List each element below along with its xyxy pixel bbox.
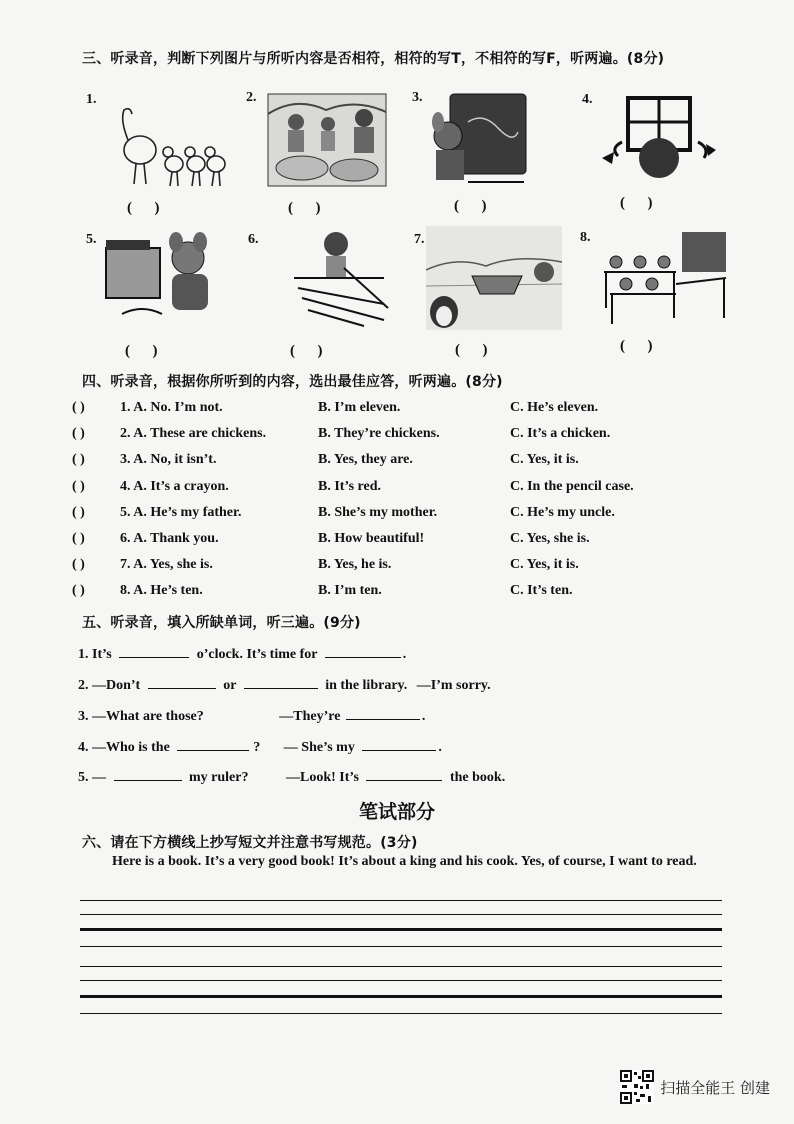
option-a: 6. A. Thank you. bbox=[120, 531, 219, 546]
option-a: 2. A. These are chickens. bbox=[120, 426, 267, 441]
choice-question bbox=[72, 583, 752, 605]
writing-line[interactable] bbox=[80, 914, 722, 915]
answer-paren[interactable]: ( ) bbox=[72, 479, 85, 494]
fill-text: in the library. bbox=[325, 678, 408, 693]
writing-line[interactable] bbox=[80, 966, 722, 967]
fill-text: o’clock. It’s time for bbox=[196, 647, 318, 662]
writing-line[interactable] bbox=[80, 995, 722, 998]
answer-paren[interactable]: ( ) bbox=[620, 195, 653, 211]
answer-paren[interactable]: ( ) bbox=[72, 557, 85, 572]
section5-title: 五、听录音，填入所缺单词，听三遍。(9分) bbox=[82, 615, 361, 631]
option-b: B. I’m eleven. bbox=[318, 400, 401, 415]
fill-question bbox=[78, 643, 406, 663]
option-b: B. Yes, he is. bbox=[318, 557, 392, 572]
answer-paren[interactable]: ( ) bbox=[72, 531, 85, 546]
option-a: 5. A. He’s my father. bbox=[120, 505, 242, 520]
blank-input[interactable] bbox=[366, 766, 442, 781]
blank-input[interactable] bbox=[346, 705, 420, 720]
answer-paren[interactable]: ( ) bbox=[288, 200, 321, 216]
answer-paren[interactable]: ( ) bbox=[455, 342, 488, 358]
mouse-box-icon bbox=[102, 228, 220, 322]
fill-text: . bbox=[438, 740, 442, 755]
option-c: C. Yes, she is. bbox=[510, 531, 590, 546]
answer-paren[interactable]: ( ) bbox=[620, 338, 653, 354]
pic-number: 4. bbox=[582, 92, 593, 107]
boy-stairs-icon bbox=[284, 228, 394, 328]
fill-question bbox=[78, 705, 425, 725]
pic-number: 6. bbox=[248, 232, 259, 247]
pic-number: 2. bbox=[246, 90, 257, 105]
option-c: C. Yes, it is. bbox=[510, 557, 579, 572]
copy-passage: Here is a book. It’s a very good book! It’s about a king and his cook. Yes, of course, I want to read. bbox=[112, 854, 697, 869]
blank-input[interactable] bbox=[244, 674, 318, 689]
pic-number: 1. bbox=[86, 92, 97, 107]
fill-question bbox=[78, 736, 442, 756]
fill-text: 4. —Who is the bbox=[78, 740, 170, 755]
fill-question bbox=[78, 674, 491, 694]
fill-text: —Look! It’s bbox=[285, 770, 359, 785]
option-c: C. It’s a chicken. bbox=[510, 426, 611, 441]
answer-paren[interactable]: ( ) bbox=[454, 198, 487, 214]
geese-icon bbox=[110, 100, 230, 192]
fill-text: the book. bbox=[449, 770, 506, 785]
option-b: B. She’s my mother. bbox=[318, 505, 438, 520]
section4-title: 四、听录音，根据你所听到的内容，选出最佳应答，听两遍。(8分) bbox=[82, 374, 503, 390]
fill-text: 1. It’s bbox=[78, 647, 112, 662]
option-c: C. In the pencil case. bbox=[510, 479, 634, 494]
fill-text: . bbox=[402, 647, 407, 662]
fill-text: my ruler? bbox=[189, 770, 249, 785]
option-a: 4. A. It’s a crayon. bbox=[120, 479, 229, 494]
answer-paren[interactable]: ( ) bbox=[290, 343, 323, 359]
option-c: C. It’s ten. bbox=[510, 583, 573, 598]
fill-text: 2. —Don’t bbox=[78, 678, 141, 693]
fill-question bbox=[78, 766, 505, 786]
qr-code-icon bbox=[620, 1070, 654, 1104]
fill-text: . bbox=[421, 709, 426, 724]
blank-input[interactable] bbox=[177, 736, 249, 751]
option-a: 1. A. No. I’m not. bbox=[120, 400, 223, 415]
answer-paren[interactable]: ( ) bbox=[72, 426, 85, 441]
pic-number: 8. bbox=[580, 230, 591, 245]
pic-number: 3. bbox=[412, 90, 423, 105]
option-b: B. How beautiful! bbox=[318, 531, 425, 546]
section3-title: 三、听录音，判断下列图片与所听内容是否相符，相符的写T，不相符的写F，听两遍。(8分) bbox=[82, 51, 665, 67]
option-a: 3. A. No, it isn’t. bbox=[120, 452, 217, 467]
blank-input[interactable] bbox=[325, 643, 401, 658]
writing-line[interactable] bbox=[80, 928, 722, 931]
answer-paren[interactable]: ( ) bbox=[127, 200, 160, 216]
option-b: B. They’re chickens. bbox=[318, 426, 440, 441]
answer-paren[interactable]: ( ) bbox=[125, 343, 158, 359]
pic-number: 7. bbox=[414, 232, 425, 247]
scanner-footer bbox=[620, 1070, 770, 1104]
blank-input[interactable] bbox=[119, 643, 189, 658]
answer-paren[interactable]: ( ) bbox=[72, 400, 85, 415]
rabbit-blackboard-icon bbox=[428, 92, 528, 188]
boat-river-icon bbox=[426, 226, 562, 330]
classroom-icon bbox=[596, 228, 732, 328]
footer-text: 扫描全能王 创建 bbox=[660, 1078, 770, 1097]
choice-question bbox=[72, 557, 752, 579]
answer-paren[interactable]: ( ) bbox=[72, 583, 85, 598]
option-c: C. Yes, it is. bbox=[510, 452, 579, 467]
choice-question bbox=[72, 426, 752, 448]
fill-text: 5. — bbox=[78, 770, 106, 785]
fill-text: —They’re bbox=[279, 709, 341, 724]
farm-family-icon bbox=[266, 92, 388, 188]
answer-paren[interactable]: ( ) bbox=[72, 505, 85, 520]
answer-paren[interactable]: ( ) bbox=[72, 452, 85, 467]
option-a: 8. A. He’s ten. bbox=[120, 583, 203, 598]
blank-input[interactable] bbox=[114, 766, 182, 781]
writing-line[interactable] bbox=[80, 946, 722, 947]
option-b: B. It’s red. bbox=[318, 479, 381, 494]
option-b: B. Yes, they are. bbox=[318, 452, 413, 467]
pic-number: 5. bbox=[86, 232, 97, 247]
writing-line[interactable] bbox=[80, 1013, 722, 1014]
option-a: 7. A. Yes, she is. bbox=[120, 557, 213, 572]
section6-title: 六、请在下方横线上抄写短文并注意书写规范。(3分) bbox=[82, 835, 418, 851]
writing-line[interactable] bbox=[80, 980, 722, 981]
blank-input[interactable] bbox=[148, 674, 216, 689]
option-c: C. He’s my uncle. bbox=[510, 505, 615, 520]
choice-question bbox=[72, 452, 752, 474]
fill-text: — She’s my bbox=[283, 740, 355, 755]
choice-question bbox=[72, 400, 752, 422]
choice-question bbox=[72, 505, 752, 527]
written-part-title: 笔试部分 bbox=[358, 801, 435, 823]
option-b: B. I’m ten. bbox=[318, 583, 382, 598]
fill-text: or bbox=[223, 678, 237, 693]
fill-text: —I’m sorry. bbox=[416, 678, 491, 693]
fill-text: 3. —What are those? bbox=[78, 709, 204, 724]
choice-question bbox=[72, 531, 752, 553]
option-c: C. He’s eleven. bbox=[510, 400, 599, 415]
writing-line[interactable] bbox=[80, 900, 722, 901]
blank-input[interactable] bbox=[362, 736, 436, 751]
fill-text: ? bbox=[253, 740, 261, 755]
window-open-icon bbox=[600, 96, 718, 184]
choice-question bbox=[72, 479, 752, 501]
